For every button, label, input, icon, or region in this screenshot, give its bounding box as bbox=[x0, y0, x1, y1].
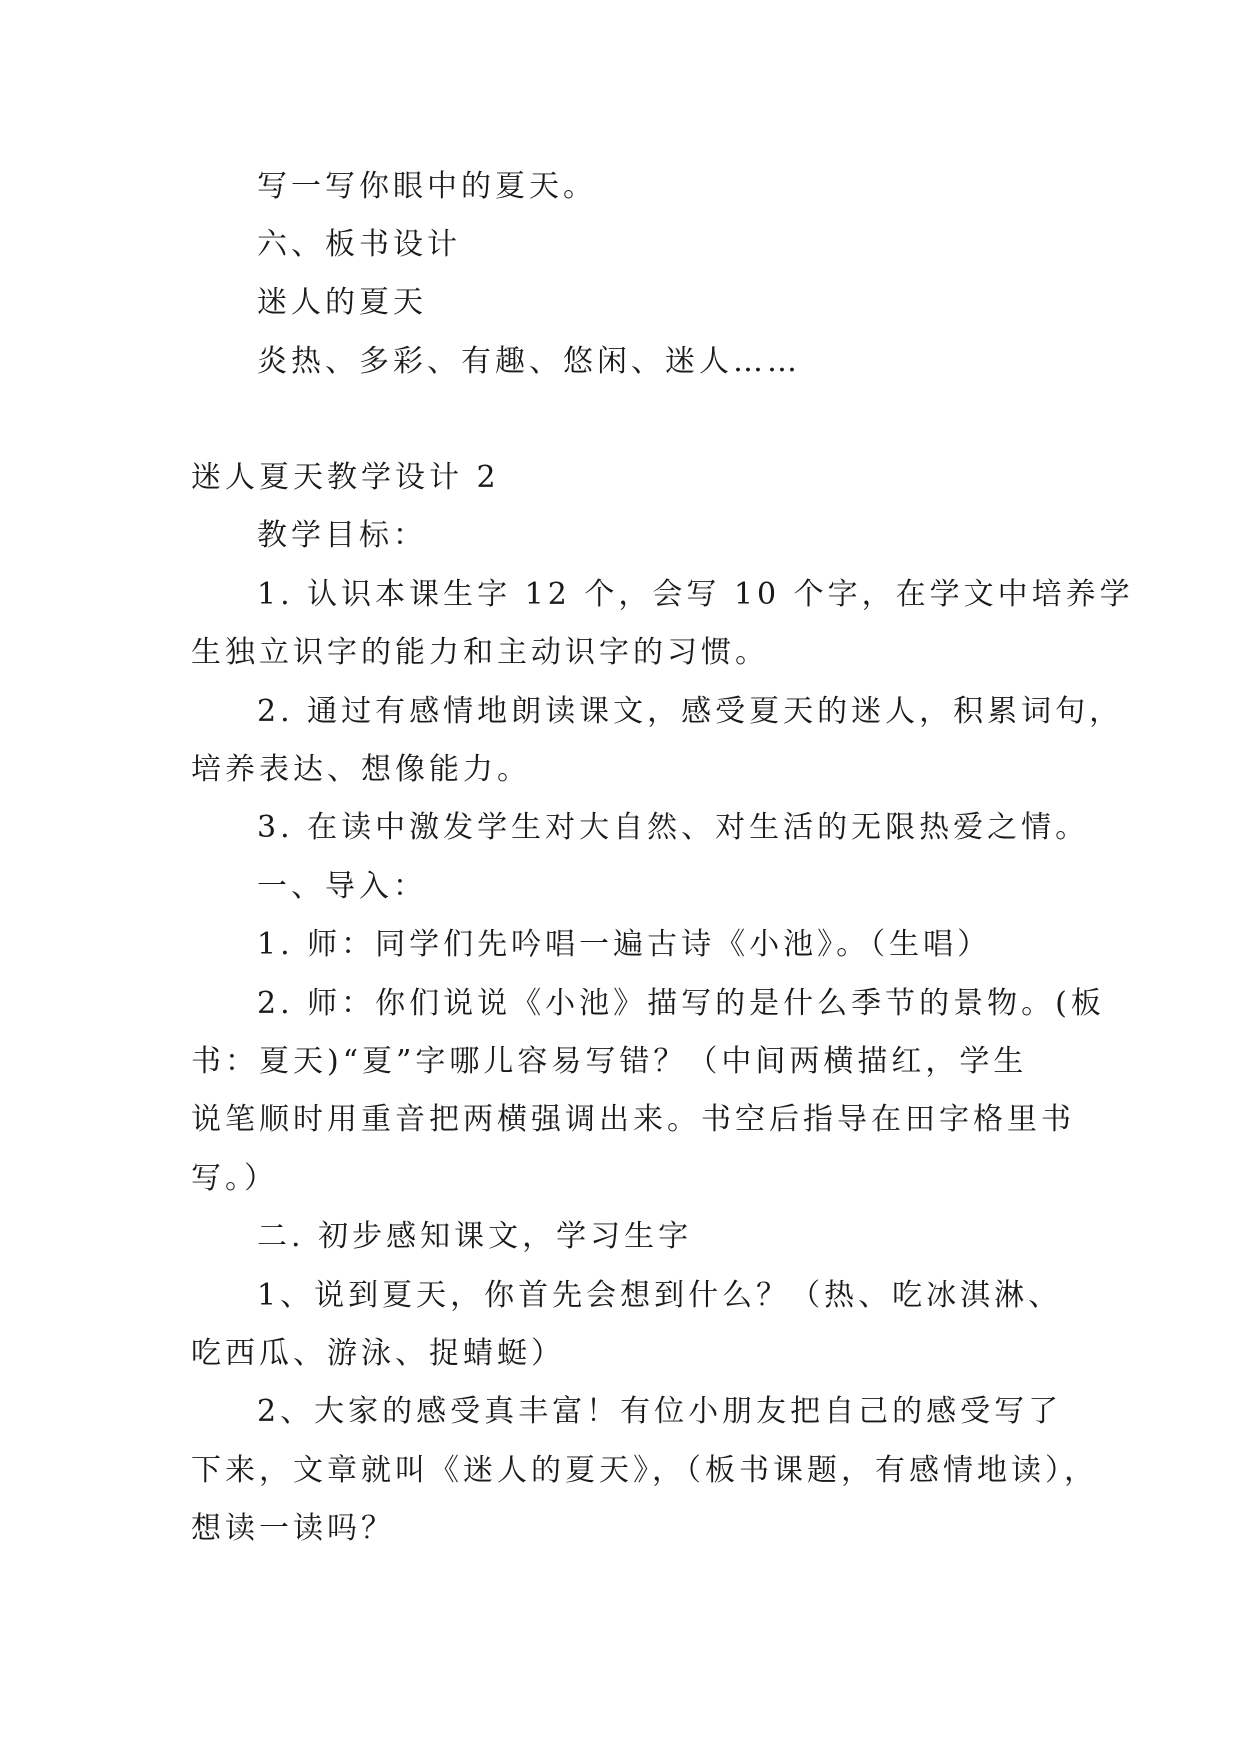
text-line: 3. 在读中激发学生对大自然、对生活的无限热爱之情。 bbox=[257, 810, 1090, 845]
text-line: 1. 师：同学们先吟唱一遍古诗《小池》。（生唱） bbox=[257, 927, 992, 962]
text-line: 二. 初步感知课文，学习生字 bbox=[257, 1219, 693, 1254]
text-line: 生独立识字的能力和主动识字的习惯。 bbox=[191, 635, 769, 670]
text-line: 2. 师：你们说说《小池》描写的是什么季节的景物。(板 bbox=[257, 986, 1105, 1021]
text-line: 想读一读吗？ bbox=[191, 1511, 395, 1546]
text-line: 2. 通过有感情地朗读课文，感受夏天的迷人，积累词句， bbox=[257, 694, 1124, 729]
text-line: 培养表达、想像能力。 bbox=[191, 752, 531, 787]
text-line: 迷人的夏天 bbox=[257, 285, 427, 320]
text-line: 吃西瓜、游泳、捉蜻蜓） bbox=[191, 1336, 565, 1371]
text-line: 炎热、多彩、有趣、悠闲、迷人…… bbox=[257, 344, 801, 379]
text-line: 六、板书设计 bbox=[257, 227, 461, 262]
text-line: 下来，文章就叫《迷人的夏天》，（板书课题，有感情地读）， bbox=[191, 1453, 1098, 1488]
text-line: 1. 认识本课生字 12 个，会写 10 个字，在学文中培养学 bbox=[257, 577, 1134, 612]
text-line: 写。） bbox=[191, 1161, 278, 1196]
text-line: 写一写你眼中的夏天。 bbox=[257, 169, 597, 204]
text-line: 说笔顺时用重音把两横强调出来。书空后指导在田字格里书 bbox=[191, 1102, 1075, 1137]
text-line: 1、说到夏天，你首先会想到什么？（热、吃冰淇淋、 bbox=[257, 1278, 1063, 1313]
section-title: 迷人夏天教学设计 2 bbox=[191, 460, 500, 495]
text-line: 2、大家的感受真丰富！有位小朋友把自己的感受写了 bbox=[257, 1394, 1063, 1429]
text-line: 书：夏天)“夏”字哪儿容易写错？（中间两横描红，学生 bbox=[191, 1044, 1028, 1079]
text-line: 一、导入： bbox=[257, 869, 427, 904]
text-line: 教学目标： bbox=[257, 518, 427, 553]
